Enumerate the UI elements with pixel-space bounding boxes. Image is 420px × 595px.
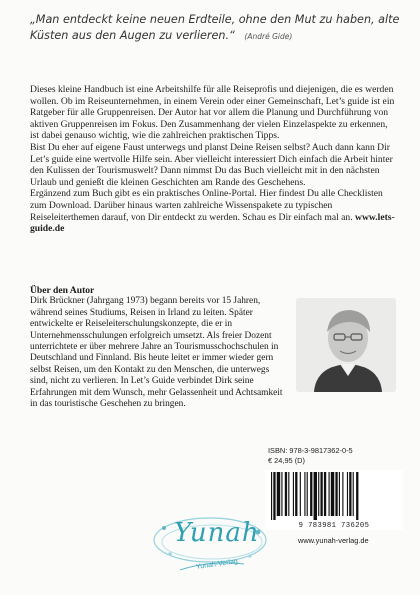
isbn-info (268, 446, 408, 466)
barcode-bar (288, 472, 289, 516)
description-paragraph-3 (30, 188, 398, 234)
publisher-name: Yunah-Verlag (195, 558, 239, 571)
barcode-bar (304, 472, 305, 516)
epigraph-text: „Man entdeckt keine neuen Erdteile, ohne den Mut zu haben, alte Küsten aus den Augen zu verlieren.“ (30, 13, 400, 42)
publisher-url[interactable]: www.yunah-verlag.de (298, 536, 369, 545)
barcode-bar (331, 472, 334, 516)
isbn-number: ISBN: 978-3-9817362-0-5 (268, 446, 353, 455)
about-author-text: Dirk Brückner (Jahrgang 1973) begann bereits vor 15 Jahren, während seines Studiums, Reisen in Irland zu leiten. Später entwickelte er Reiseleiterschulungskonzepte, die er in Unternehmensschulungen erfolgreich umsetzt. Als freier Dozent unterrichtete er über mehrere Jahre an Tourismusschochschulen in Deutschland und Finnland. Bis heute leitet er immer wieder gern selbst Reisen, um den Kontakt zu den Menschen, die unterwegs sind, nicht zu verlieren. In Let’s Guide verbindet Dirk seine Erfahrungen mit dem Wunsch, mehr Gelassenheit und Achtsamkeit in das touristische Geschehen zu bringen. (30, 296, 283, 410)
barcode-bar (329, 472, 330, 516)
barcode-bars (265, 470, 403, 520)
about-author-heading: Über den Autor (30, 285, 95, 296)
barcode-bar (349, 472, 351, 516)
author-portrait (296, 298, 396, 392)
barcode-bar (339, 472, 340, 516)
barcode-digits: 9 783981 736205 (298, 522, 370, 530)
publisher-logo (140, 506, 280, 588)
epigraph (30, 12, 402, 45)
barcode-bar (310, 472, 312, 516)
barcode-bar (281, 472, 282, 516)
barcode (265, 470, 403, 530)
barcode-bar (318, 472, 319, 516)
description-paragraph-1: Dieses kleine Handbuch ist eine Arbeitshilfe für alle Reiseprofis und diejenigen, die es werden wollen. Ob im Reiseunternehmen, in einem Verein oder einer Gemeinschaft, Let’s guide ist ein Ratgeber für alle Gruppenreisen. Der Autor hat vor allem die Planung und Durchführung von aktiven Gruppenreisen im Fokus. Den Zusammenhang der vielen Einzelaspekte zu erkennen, ist dabei genauso wichtig, wie die zahlreichen praktischen Tipps. (30, 84, 395, 142)
barcode-bar (353, 472, 354, 516)
barcode-bar (295, 472, 297, 516)
barcode-bar (314, 472, 317, 520)
website-link[interactable]: www.lets-guide.de (30, 211, 395, 235)
barcode-bar (324, 472, 326, 516)
barcode-bar (335, 472, 337, 516)
description-paragraph-3-text: Ergänzend zum Buch gibt es ein praktisches Online-Portal. Hier findest Du alle Checklisten zum Download. Darüber hinaus warten zahlreiche Wissenspakete zu typischen Reiseleiterthemen darauf, von Dir entdeckt zu werden. Schau es Dir einfach mal an. (30, 188, 383, 223)
barcode-bar (293, 472, 294, 516)
barcode-bar (307, 472, 308, 516)
barcode-bar (320, 472, 322, 516)
portrait-image (296, 298, 396, 392)
publisher-brand: Yunah (174, 518, 260, 548)
barcode-bar (342, 472, 343, 516)
barcode-bar (285, 472, 287, 516)
price: € 24,95 (D) (268, 456, 305, 465)
description-paragraph-2: Bist Du eher auf eigene Faust unterwegs und planst Deine Reisen selbst? Auch dann kann Dir Let’s guide eine wertvolle Hilfe sein. Aber vielleicht interessiert Dich einfach die Arbeit hinter den Kulissen der Tourismuswelt? Dann nimmst Du das Buch vielleicht mit in den nächsten Urlaub und genießt die kleinen Geschichten am Rande des Geschehens. (30, 141, 393, 188)
barcode-bar (300, 472, 301, 516)
book-description (30, 84, 398, 235)
barcode-bar (347, 472, 348, 516)
barcode-bar (356, 472, 358, 520)
epigraph-author: (André Gide) (244, 32, 293, 41)
